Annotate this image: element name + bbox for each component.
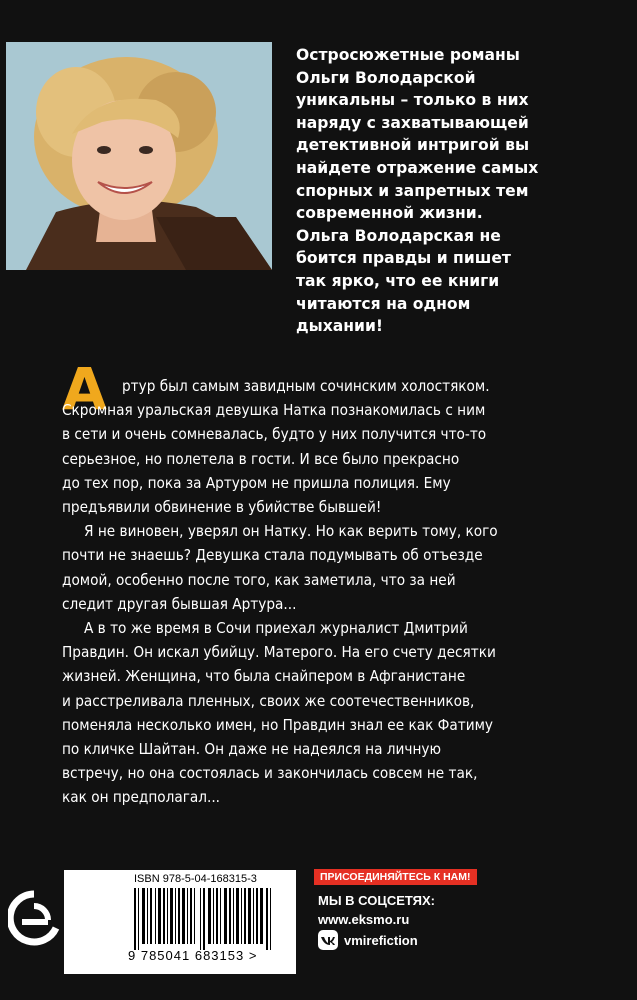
annotation-line: в сети и очень сомневалась, будто у них получится что-то (62, 425, 487, 444)
annotation-line: до тех пор, пока за Артуром не пришла полиция. Ему (62, 473, 451, 492)
annotation-line: серьезное, но полетела в гости. И все было прекрасно (62, 449, 460, 468)
annotation-line: А в то же время в Сочи приехал журналист Дмитрий (84, 619, 468, 638)
drop-cap: А (62, 355, 107, 423)
barcode-bars (134, 888, 284, 950)
vk-link[interactable] (318, 930, 418, 950)
annotation-line: домой, особенно после того, как заметила, что за ней (62, 570, 456, 589)
annotation-line: Скромная уральская девушка Натка познакомилась с ним (62, 401, 486, 420)
blurb-line: спорных и запретных тем (296, 181, 529, 200)
barcode-digits: 9 785041 683153 > (128, 948, 258, 963)
blurb-line: дыхании! (296, 317, 384, 336)
annotation-text (62, 374, 622, 810)
vk-icon (318, 930, 338, 950)
social-heading: МЫ В СОЦСЕТЯХ: (318, 893, 436, 908)
blurb-line: боится правды и пишет (296, 249, 511, 268)
annotation-line: по кличке Шайтан. Он даже не надеялся на личную (62, 740, 442, 759)
blurb-line: уникальны – только в них (296, 91, 529, 110)
author-blurb (296, 44, 626, 338)
annotation-line: Я не виновен, уверял он Натку. Но как верить тому, кого (84, 522, 498, 541)
annotation-line: и расстреливала пленных, своих же соотечественников, (62, 691, 475, 710)
blurb-line: так ярко, что ее книги (296, 271, 500, 290)
join-badge: ПРИСОЕДИНЯЙТЕСЬ К НАМ! (314, 869, 477, 885)
blurb-line: Ольга Володарская не (296, 226, 501, 245)
blurb-line: найдете отражение самых (296, 158, 539, 177)
annotation-line: Правдин. Он искал убийцу. Матерого. На его счету десятки (62, 643, 496, 662)
annotation-line: ртур был самым завидным сочинским холостяком. (122, 377, 490, 395)
annotation-line: почти не знаешь? Девушка стала подумывать об отъезде (62, 546, 483, 565)
barcode-panel (64, 870, 296, 974)
blurb-line: современной жизни. (296, 204, 483, 223)
eksmo-logo-icon (8, 888, 60, 952)
annotation-line: следит другая бывшая Артура... (62, 594, 297, 613)
isbn-text: ISBN 978-5-04-168315-3 (134, 873, 257, 885)
annotation-line: как он предполагал... (62, 788, 221, 807)
site-link[interactable]: www.eksmo.ru (318, 912, 410, 927)
annotation-line: поменяла несколько имен, но Правдин знал ее как Фатиму (62, 715, 494, 734)
blurb-line: читаются на одном (296, 294, 471, 313)
annotation-line: встречу, но она состоялась и закончилась совсем не так, (62, 764, 478, 783)
blurb-line: Остросюжетные романы (296, 46, 520, 64)
blurb-line: Ольги Володарской (296, 68, 476, 87)
vk-label: vmirefiction (344, 932, 418, 948)
blurb-line: детективной интригой вы (296, 136, 530, 155)
blurb-line: наряду с захватывающей (296, 113, 529, 132)
author-photo (6, 42, 272, 270)
annotation-line: жизней. Женщина, что была снайпером в Афганистане (62, 667, 466, 686)
annotation-line: предъявили обвинение в убийстве бывшей! (62, 498, 382, 517)
